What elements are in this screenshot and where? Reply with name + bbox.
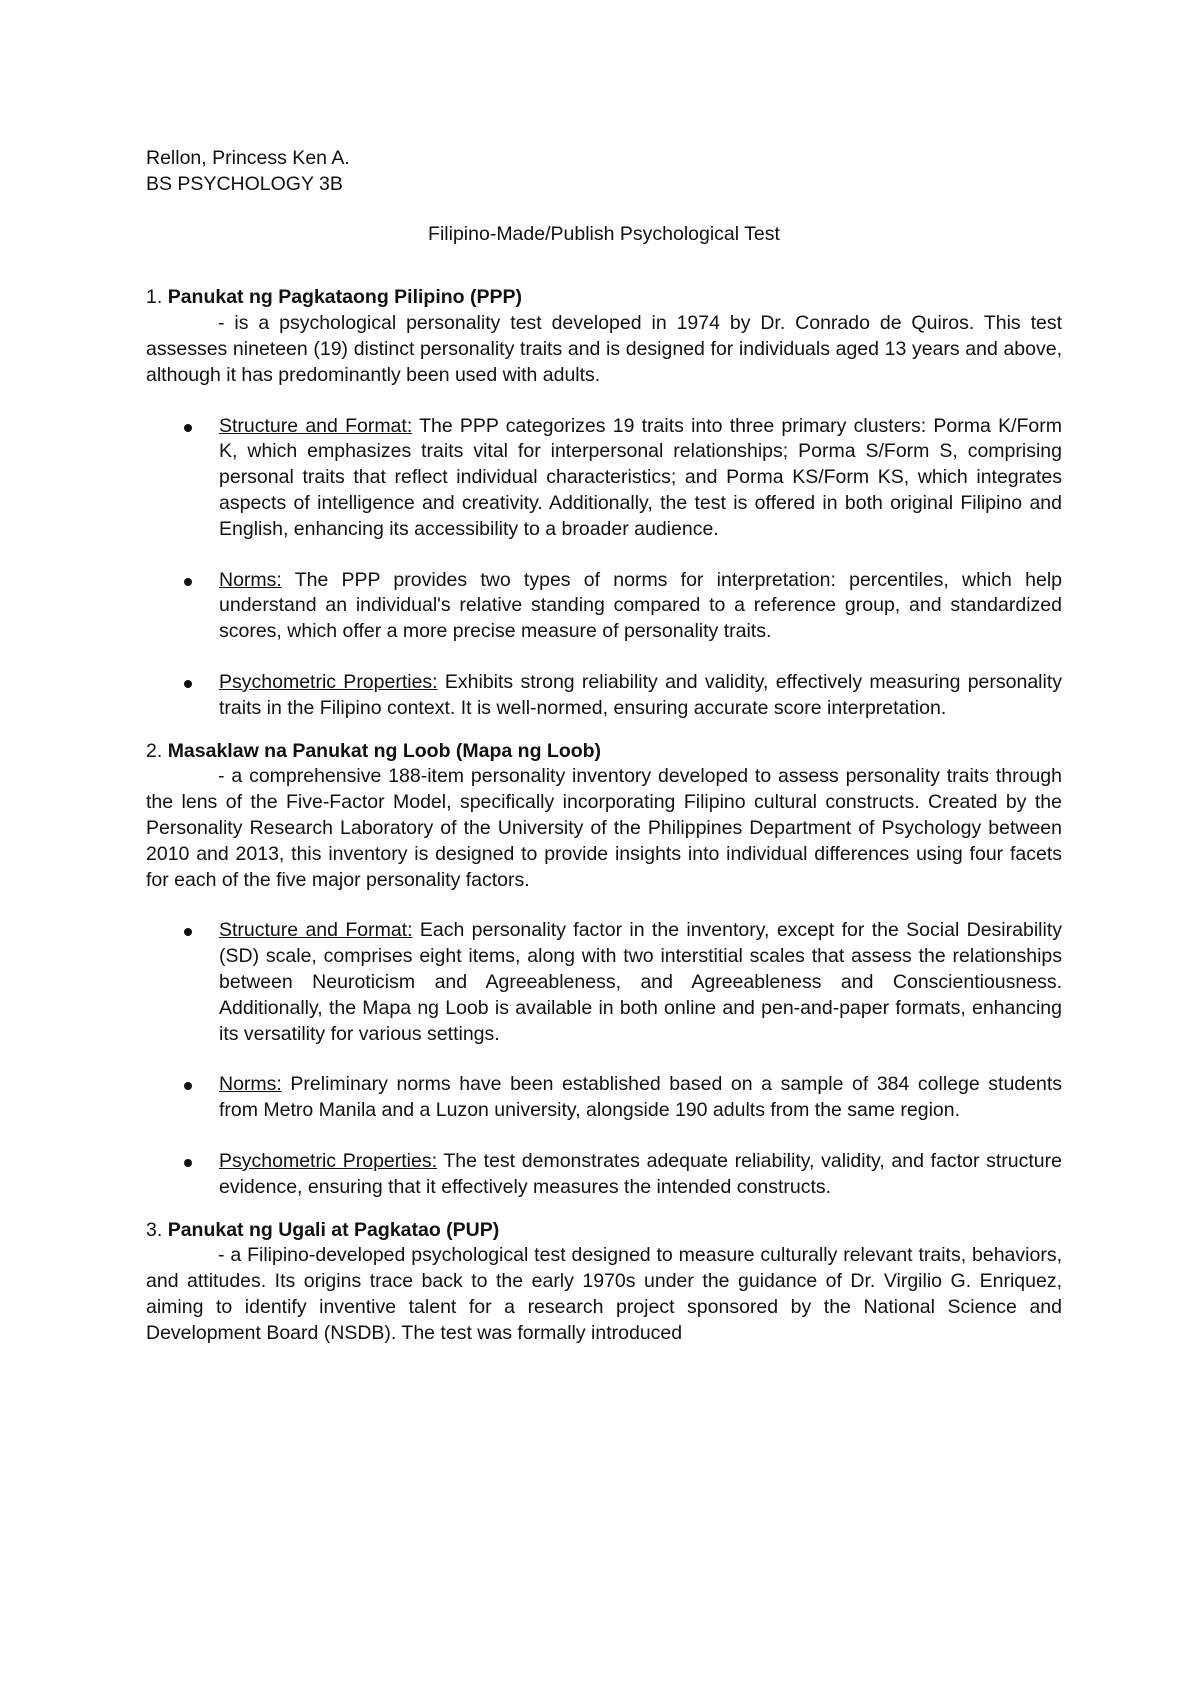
course-section: BS PSYCHOLOGY 3B xyxy=(146,172,343,195)
list-item xyxy=(219,1149,1062,1201)
bullet-label: Structure and Format: xyxy=(219,919,413,942)
bullet-icon xyxy=(184,424,192,432)
section-title: Panukat ng Pagkataong Pilipino (PPP) xyxy=(167,286,522,309)
bullet-text: The test demonstrates adequate reliability, validity, and factor structure evidence, ensuring that it effectively measures the intended constructs. xyxy=(219,1149,1062,1198)
bullet-icon xyxy=(184,1159,192,1167)
bullet-label: Norms: xyxy=(219,568,282,591)
section-title: Masaklaw na Panukat ng Loob (Mapa ng Loob) xyxy=(167,739,602,762)
section-heading xyxy=(146,1218,1062,1244)
bullet-text: Exhibits strong reliability and validity, effectively measuring personality traits in the Filipino context. It is well-normed, ensuring accurate score interpretation. xyxy=(219,670,1062,719)
bullet-label: Psychometric Properties: xyxy=(219,1149,438,1172)
bullet-icon xyxy=(184,578,192,586)
section-mapa-ng-loob xyxy=(146,739,1062,1201)
bullet-icon xyxy=(184,928,192,936)
list-item xyxy=(219,670,1062,722)
bullet-list xyxy=(146,918,1062,1200)
list-item xyxy=(219,918,1062,1047)
section-title: Panukat ng Ugali at Pagkatao (PUP) xyxy=(167,1218,500,1241)
bullet-icon xyxy=(184,680,192,688)
author-name: Rellon, Princess Ken A. xyxy=(146,147,350,169)
section-description: - a Filipino-developed psychological test designed to measure culturally relevant traits, behaviors, and attitudes. Its origins trace back to the early 1970s under the guidance of Dr. Virgilio G. Enriquez, aiming to identify inventive talent for a research project sponsored by the National Science and Development Board (NSDB). The test was formally introduced xyxy=(146,1244,1062,1344)
bullet-label: Norms: xyxy=(219,1073,282,1096)
list-item xyxy=(219,414,1062,543)
bullet-list xyxy=(146,414,1062,722)
section-number: 1. xyxy=(146,286,163,309)
list-item xyxy=(219,568,1062,645)
section-number: 3. xyxy=(146,1218,163,1241)
section-description: - a comprehensive 188-item personality inventory developed to assess personality traits through the lens of the Five-Factor Model, specifically incorporating Filipino cultural constructs. Created by the Personality Research Laboratory of the University of the Philippines Department of Psychology between 2010 and 2013, this inventory is designed to provide insights into individual differences using four facets for each of the five major personality factors. xyxy=(146,765,1062,891)
section-heading xyxy=(146,285,1062,311)
section-heading xyxy=(146,739,1062,765)
bullet-icon xyxy=(184,1082,192,1090)
section-description: - is a psychological personality test developed in 1974 by Dr. Conrado de Quiros. This test assesses nineteen (19) distinct personality traits and is designed for individuals aged 13 years and above, although it has predominantly been used with adults. xyxy=(146,312,1062,386)
document-title: Filipino-Made/Publish Psychological Test xyxy=(428,222,780,245)
section-pup xyxy=(146,1218,1062,1347)
bullet-text: The PPP categorizes 19 traits into three primary clusters: Porma K/Form K, which emphasizes traits vital for interpersonal relationships; Porma S/Form S, comprising personal traits that reflect individual characteristics; and Porma KS/Form KS, which integrates aspects of intelligence and creativity. Additionally, the test is offered in both original Filipino and English, enhancing its accessibility to a broader audience. xyxy=(219,414,1062,540)
bullet-label: Structure and Format: xyxy=(219,414,413,437)
bullet-label: Psychometric Properties: xyxy=(219,670,438,693)
bullet-text: The PPP provides two types of norms for interpretation: percentiles, which help understand an individual's relative standing compared to a reference group, and standardized scores, which offer a more precise measure of personality traits. xyxy=(219,568,1062,643)
section-number: 2. xyxy=(146,739,163,762)
bullet-text: Each personality factor in the inventory, except for the Social Desirability (SD) scale, comprises eight items, along with two interstitial scales that assess the relationships between Neuroticism and Agreeableness, and Agreeableness and Conscientiousness. Additionally, the Mapa ng Loob is available in both online and pen-and-paper formats, enhancing its versatility for various settings. xyxy=(219,919,1062,1045)
list-item xyxy=(219,1072,1062,1124)
bullet-text: Preliminary norms have been established based on a sample of 384 college students from Metro Manila and a Luzon university, alongside 190 adults from the same region. xyxy=(219,1073,1062,1122)
section-ppp xyxy=(146,285,1062,721)
